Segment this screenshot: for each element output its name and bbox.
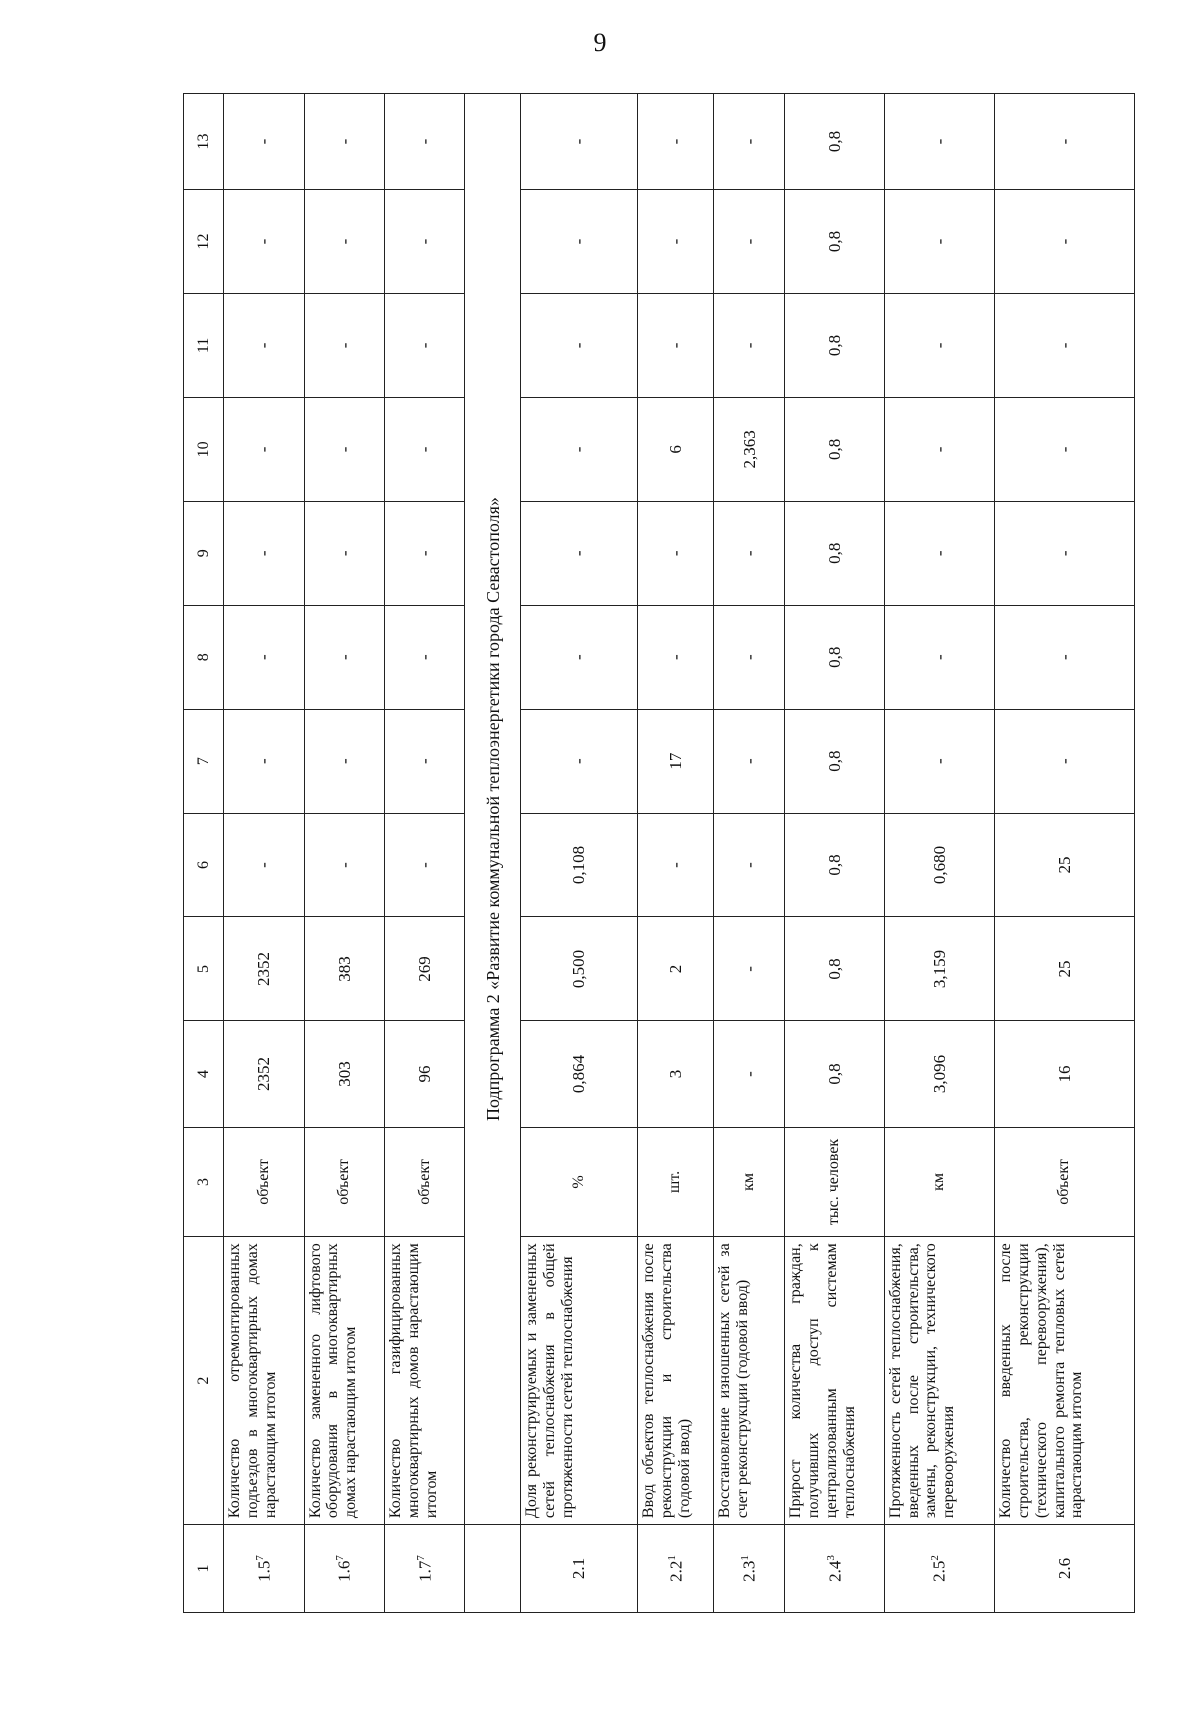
indicator-value: - [384, 190, 464, 294]
indicator-value: - [384, 709, 464, 813]
subprogram-row [465, 94, 521, 1613]
indicator-value: - [994, 605, 1134, 709]
indicator-name: Восстановление изношенных сетей за счет реконструкции (годовой ввод) [713, 1237, 784, 1525]
indicators-table [183, 93, 1135, 1613]
indicator-value: - [304, 813, 384, 917]
row-code [224, 1525, 304, 1613]
indicator-value: 25 [994, 813, 1134, 917]
indicator-name: Количество отремонтированных подъездов в многоквартирных домах нарастающим итогом [224, 1237, 304, 1525]
indicator-value: 0,8 [785, 605, 884, 709]
indicator-value: - [384, 293, 464, 397]
indicator-value: - [224, 813, 304, 917]
row-code [884, 1525, 994, 1613]
indicator-value: 0,8 [785, 293, 884, 397]
indicator-value: 3,096 [884, 1021, 994, 1127]
indicator-value: - [304, 501, 384, 605]
indicator-value: - [521, 397, 638, 501]
column-number-header: 10 [184, 397, 224, 501]
indicator-value: - [521, 605, 638, 709]
column-number-header: 9 [184, 501, 224, 605]
indicator-value: 0,8 [785, 94, 884, 190]
indicator-value: - [304, 293, 384, 397]
indicator-value: 2352 [224, 917, 304, 1021]
indicator-value: - [224, 501, 304, 605]
indicator-value: 2352 [224, 1021, 304, 1127]
indicator-value: 6 [637, 397, 713, 501]
table-row [521, 94, 638, 1613]
indicator-value: 3 [637, 1021, 713, 1127]
indicator-value: - [384, 605, 464, 709]
indicator-value: 0,8 [785, 190, 884, 294]
table-row [224, 94, 304, 1613]
column-number-header: 8 [184, 605, 224, 709]
table-area [183, 93, 1135, 1613]
indicator-value: - [884, 501, 994, 605]
indicator-value: - [637, 293, 713, 397]
table-row [884, 94, 994, 1613]
row-code-superscript: 7 [334, 1555, 347, 1561]
indicator-value: - [713, 94, 784, 190]
table-row [713, 94, 784, 1613]
indicator-value: 96 [384, 1021, 464, 1127]
indicator-value: - [884, 397, 994, 501]
row-code [785, 1525, 884, 1613]
row-code-text: 2.3 [739, 1560, 759, 1582]
indicator-value: - [637, 501, 713, 605]
row-code-superscript: 2 [929, 1555, 942, 1561]
indicator-value: - [384, 501, 464, 605]
indicator-value: - [884, 709, 994, 813]
indicator-value: - [304, 190, 384, 294]
indicator-value: - [304, 94, 384, 190]
indicator-value: - [304, 709, 384, 813]
unit-of-measure: объект [384, 1127, 464, 1237]
indicator-value: 2 [637, 917, 713, 1021]
row-code [637, 1525, 713, 1613]
row-code [521, 1525, 638, 1613]
page-number: 9 [593, 28, 607, 57]
indicator-value: 0,680 [884, 813, 994, 917]
indicator-value: 0,8 [785, 397, 884, 501]
row-code [384, 1525, 464, 1613]
indicator-value: - [713, 293, 784, 397]
column-number-header: 3 [184, 1127, 224, 1237]
indicator-name: Протяженность сетей теплоснабжения, введенных после строительства, замены, реконструкции, технического перевооружения [884, 1237, 994, 1525]
row-code [304, 1525, 384, 1613]
table-row [304, 94, 384, 1613]
row-code-text: 2.6 [1054, 1557, 1074, 1580]
indicator-value: 0,8 [785, 1021, 884, 1127]
column-number-header: 11 [184, 293, 224, 397]
table-row [785, 94, 884, 1613]
row-code-text: 2.2 [666, 1560, 686, 1582]
unit-of-measure: объект [304, 1127, 384, 1237]
indicator-name: Ввод объектов теплоснабжения после реконструкции и строительства (годовой ввод) [637, 1237, 713, 1525]
row-code-text: 1.7 [415, 1560, 435, 1582]
indicator-name: Количество замененного лифтового оборудования в многоквартирных домах нарастающим итогом [304, 1237, 384, 1525]
indicator-value: 2,363 [713, 397, 784, 501]
header-row [184, 94, 224, 1613]
unit-of-measure: объект [224, 1127, 304, 1237]
column-number-header: 12 [184, 190, 224, 294]
indicator-value: - [713, 501, 784, 605]
table-row [384, 94, 464, 1613]
unit-of-measure: км [884, 1127, 994, 1237]
column-number-header: 4 [184, 1021, 224, 1127]
indicator-value: 269 [384, 917, 464, 1021]
indicator-value: - [224, 605, 304, 709]
row-code-text: 1.5 [254, 1560, 274, 1582]
indicator-value: - [994, 709, 1134, 813]
indicator-value: 303 [304, 1021, 384, 1127]
indicator-value: - [224, 293, 304, 397]
indicator-value: - [384, 813, 464, 917]
indicator-value: - [884, 293, 994, 397]
indicator-value: - [994, 293, 1134, 397]
row-code [994, 1525, 1134, 1613]
column-number-header: 2 [184, 1237, 224, 1525]
unit-of-measure: шт. [637, 1127, 713, 1237]
indicator-value: 0,8 [785, 709, 884, 813]
subprogram-title: Подпрограмма 2 «Развитие коммунальной теплоэнергетики города Севастополя» [465, 94, 521, 1525]
indicator-value: - [713, 605, 784, 709]
indicator-value: 25 [994, 917, 1134, 1021]
indicator-value: 0,8 [785, 813, 884, 917]
indicator-value: - [884, 94, 994, 190]
indicator-value: - [994, 501, 1134, 605]
indicator-value: 0,864 [521, 1021, 638, 1127]
column-number-header: 5 [184, 917, 224, 1021]
row-code-superscript: 3 [824, 1555, 837, 1561]
indicator-value: - [713, 1021, 784, 1127]
indicator-value: 0,8 [785, 501, 884, 605]
rotated-table-container [183, 93, 1135, 1613]
column-number-header: 13 [184, 94, 224, 190]
indicator-value: 0,8 [785, 917, 884, 1021]
indicator-value: - [384, 397, 464, 501]
indicator-value: 3,159 [884, 917, 994, 1021]
row-code-text: 2.4 [825, 1560, 845, 1582]
unit-of-measure: тыс. человек [785, 1127, 884, 1237]
indicator-value: 0,108 [521, 813, 638, 917]
indicator-value: - [884, 605, 994, 709]
row-code [713, 1525, 784, 1613]
indicator-value: - [521, 293, 638, 397]
indicator-value: - [521, 501, 638, 605]
indicator-value: - [224, 190, 304, 294]
indicator-value: - [713, 813, 784, 917]
table-row [637, 94, 713, 1613]
column-number-header: 7 [184, 709, 224, 813]
indicator-value: - [994, 94, 1134, 190]
indicator-value: - [521, 94, 638, 190]
column-number-header: 1 [184, 1525, 224, 1613]
indicator-value: - [994, 190, 1134, 294]
row-code-superscript: 1 [665, 1555, 678, 1561]
row-code-text: 2.5 [930, 1560, 950, 1582]
unit-of-measure: объект [994, 1127, 1134, 1237]
indicator-name: Прирост количества граждан, получивших доступ к централизованным системам теплоснабжения [785, 1237, 884, 1525]
indicator-value: - [521, 190, 638, 294]
indicator-value: 0,500 [521, 917, 638, 1021]
indicator-value: - [637, 190, 713, 294]
indicator-value: - [304, 397, 384, 501]
indicator-value: 17 [637, 709, 713, 813]
indicator-value: - [304, 605, 384, 709]
indicator-name: Количество газифицированных многоквартирных домов нарастающим итогом [384, 1237, 464, 1525]
indicator-value: - [521, 709, 638, 813]
indicator-value: - [713, 917, 784, 1021]
indicator-value: - [713, 190, 784, 294]
indicator-value: - [637, 813, 713, 917]
unit-of-measure: % [521, 1127, 638, 1237]
indicator-value: - [637, 94, 713, 190]
row-code-superscript: 7 [254, 1555, 267, 1561]
indicator-name: Доля реконструируемых и замененных сетей теплоснабжения в общей протяженности сетей теплоснабжения [521, 1237, 638, 1525]
indicator-value: 16 [994, 1021, 1134, 1127]
indicator-name: Количество введенных после строительства, реконструкции (технического перевооружения), капитального ремонта тепловых сетей нарастающим итогом [994, 1237, 1134, 1525]
indicator-value: - [884, 190, 994, 294]
row-code-superscript: 1 [739, 1555, 752, 1561]
row-code-text: 2.1 [569, 1557, 589, 1580]
indicator-value: - [224, 709, 304, 813]
indicator-value: - [384, 94, 464, 190]
row-code-text: 1.6 [335, 1560, 355, 1582]
indicator-value: - [994, 397, 1134, 501]
indicator-value: - [637, 605, 713, 709]
indicator-value: - [224, 94, 304, 190]
indicator-value: - [713, 709, 784, 813]
indicator-value: - [224, 397, 304, 501]
table-row [994, 94, 1134, 1613]
subprogram-spacer [465, 1525, 521, 1613]
row-code-superscript: 7 [414, 1555, 427, 1561]
unit-of-measure: км [713, 1127, 784, 1237]
column-number-header: 6 [184, 813, 224, 917]
indicator-value: 383 [304, 917, 384, 1021]
